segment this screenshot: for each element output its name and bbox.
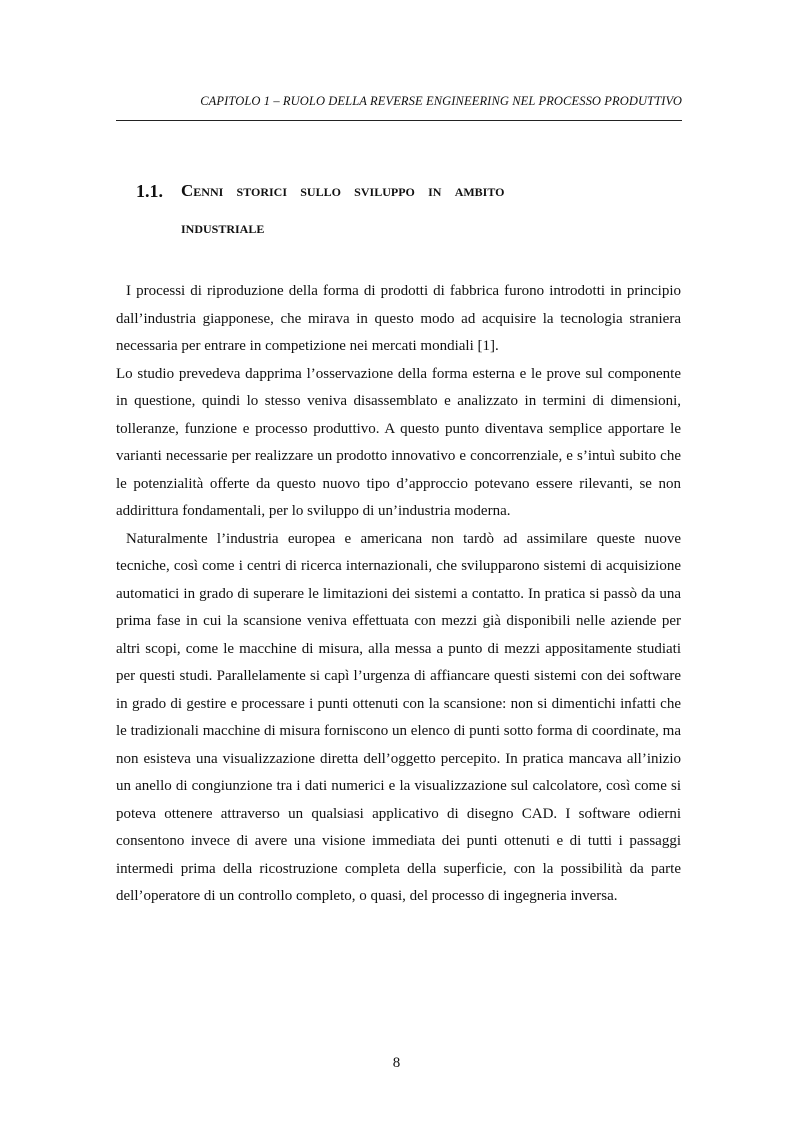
header-rule xyxy=(116,120,682,121)
paragraph-3: Naturalmente l’industria europea e americana non tardò ad assimilare queste nuove tecniche, così come i centri di ricerca internazionali, che svilupparono sistemi di acquisizione automatici in grado di superare le limitazioni dei sistemi a contatto. In pratica si passò da una prima fase in cui la scansione veniva effettuata con mezzi già disponibili nelle aziende per altri scopi, come le macchine di misura, alla messa a punto di mezzi appositamente studiati per questi studi. Parallelamente si capì l’urgenza di affiancare questi sistemi con dei software in grado di gestire e processare i punti ottenuti con la scansione: non si dimentichi infatti che le tradizionali macchine di misura forniscono un elenco di punti sotto forma di coordinate, ma non esisteva una visualizzazione diretta dell’oggetto percepito. In pratica mancava all’inizio un anello di congiunzione tra i dati numerici e la visualizzazione sul calcolatore, così come si poteva ottenere attraverso un qualsiasi applicativo di disegno CAD. I software odierni consentono invece di avere una visione immediata dei punti ottenuti e di tutti i passaggi intermedi prima della ricostruzione completa della superficie, con la possibilità da parte dell’operatore di un controllo completo, o quasi, del processo di ingegneria inversa. xyxy=(116,530,681,904)
section-title-line-2: industriale xyxy=(181,218,265,237)
running-header: CAPITOLO 1 – RUOLO DELLA REVERSE ENGINEERING NEL PROCESSO PRODUTTIVO xyxy=(200,94,682,108)
body-text xyxy=(116,278,681,911)
paragraph-1: I processi di riproduzione della forma di prodotti di fabbrica furono introdotti in principio dall’industria giapponese, che mirava in questo modo ad acquisire la tecnologia straniera necessaria per entrare in competizione nei mercati mondiali [1]. xyxy=(116,283,681,354)
section-number: 1.1. xyxy=(136,181,163,201)
paragraph-2: Lo studio prevedeva dapprima l’osservazione della forma esterna e le prove sul componente in questione, quindi lo stesso veniva disassemblato e analizzato in termini di dimensioni, tolleranze, funzione e processo produttivo. A questo punto diventava semplice apportare le varianti necessarie per realizzare un prodotto innovativo e concorrenziale, e s’intuì subito che le potenzialità offerte da questo nuovo tipo d’approccio potevano essere rilevanti, se non addirittura fondamentali, per lo sviluppo di un’industria moderna. xyxy=(116,365,681,519)
section-title-line-1: Cenni storici sullo sviluppo in ambito xyxy=(181,181,505,200)
page-number: 8 xyxy=(392,1055,401,1071)
